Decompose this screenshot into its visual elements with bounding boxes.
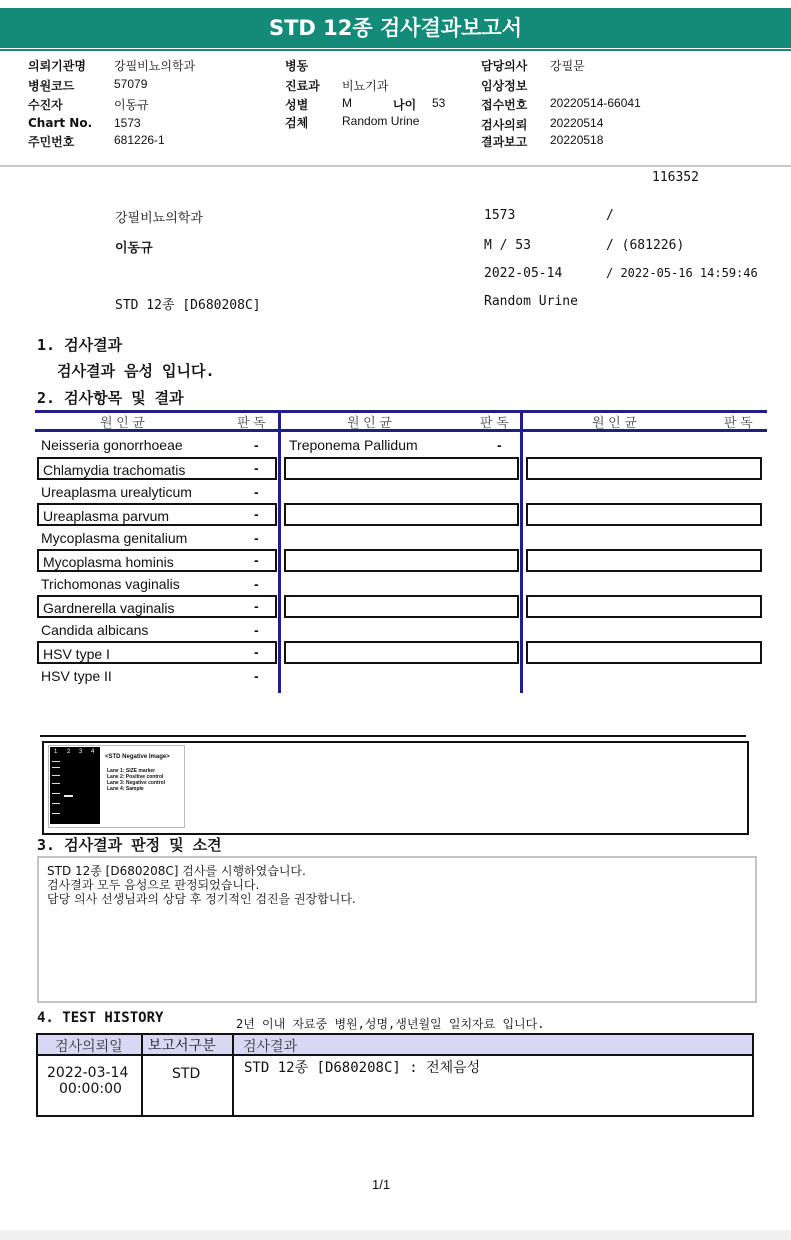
organism-result: -	[254, 530, 259, 546]
age-label: 나이	[393, 98, 417, 112]
organism-result: -	[254, 598, 259, 614]
empty-row-box	[526, 457, 762, 480]
dept-value: 비뇨기과	[342, 79, 389, 93]
organism-name: Treponema Pallidum	[289, 437, 418, 453]
organism-row	[37, 595, 277, 618]
table-divider-1	[278, 410, 281, 693]
marker-band	[52, 803, 60, 804]
rrn-value: 681226-1	[114, 133, 165, 147]
organism-result: -	[254, 460, 259, 476]
history-header-rule	[38, 1054, 752, 1056]
institution-label: 의뢰기관명	[28, 59, 86, 73]
history-header-row	[38, 1035, 752, 1054]
gel-legend-item: Lane 4: Sample	[107, 786, 144, 792]
col1-result-header: 판 독	[237, 415, 266, 430]
marker-band	[52, 761, 60, 762]
gel-legend-item: Lane 2: Positive control	[107, 774, 164, 780]
history-type: STD	[172, 1066, 201, 1082]
organism-name: Neisseria gonorrhoeae	[41, 437, 183, 453]
section3-title: 3. 검사결과 판정 및 소견	[37, 836, 222, 854]
lane-number: 1	[54, 749, 58, 755]
organism-name: HSV type II	[41, 668, 112, 684]
marker-band	[52, 775, 60, 776]
ward-label: 병동	[285, 59, 309, 73]
organism-name: Ureaplasma parvum	[43, 508, 170, 524]
chart-label: Chart No.	[28, 116, 93, 130]
history-header-date: 검사의뢰일	[55, 1039, 123, 1055]
hospital-code-value: 57079	[114, 77, 148, 91]
col3-organism-header: 원 인 균	[592, 415, 637, 430]
gel-title: <STD Negative Image>	[105, 754, 170, 760]
empty-row-box	[526, 641, 762, 664]
history-divider-2	[232, 1035, 234, 1115]
info-date1: 2022-05-14	[484, 266, 563, 281]
organism-name: Gardnerella vaginalis	[43, 600, 175, 616]
history-header-type: 보고서구분	[148, 1038, 216, 1054]
info-test-name: STD 12종 [D680208C]	[115, 298, 261, 313]
lane-number: 3	[79, 749, 83, 755]
organism-name: Chlamydia trachomatis	[43, 462, 186, 478]
section1-text: 검사결과 음성 입니다.	[57, 362, 215, 380]
organism-row	[37, 573, 275, 596]
empty-row-box	[284, 549, 519, 572]
info-sex-age: M / 53	[484, 238, 531, 253]
marker-band	[52, 793, 60, 794]
specimen-label: 검체	[285, 116, 309, 130]
lane-number: 2	[67, 749, 71, 755]
organism-result: -	[254, 622, 259, 638]
lane-number: 4	[91, 749, 95, 755]
info-name: 이동규	[115, 241, 153, 256]
empty-row-box	[284, 457, 519, 480]
organism-row	[37, 665, 275, 688]
empty-row-box	[526, 595, 762, 618]
organism-name: HSV type I	[43, 646, 110, 662]
positive-band	[64, 795, 73, 797]
sex-value: M	[342, 96, 352, 110]
chart-value: 1573	[114, 116, 141, 130]
report-title: STD 12종 검사결과보고서	[0, 8, 791, 48]
info-date2: / 2022-05-16 14:59:46	[606, 266, 758, 280]
col2-result-header: 판 독	[480, 415, 509, 430]
doctor-label: 담당의사	[481, 59, 528, 73]
marker-band	[52, 813, 60, 814]
remark-line: STD 12종 [D680208C] 검사를 시행하였습니다.	[47, 864, 306, 878]
doctor-value: 강필문	[550, 59, 585, 73]
organism-name: Mycoplasma genitalium	[41, 530, 188, 546]
remark-line: 담당 의사 선생님과의 상담 후 정기적인 검진을 권장합니다.	[47, 892, 356, 906]
history-date: 2022-03-14	[47, 1065, 129, 1081]
organism-name: Candida albicans	[41, 622, 149, 638]
organism-name: Mycoplasma hominis	[43, 554, 174, 570]
rrn-label: 주민번호	[28, 135, 75, 149]
info-code: 116352	[652, 170, 699, 185]
report-date-label: 결과보고	[481, 135, 528, 149]
history-divider-1	[141, 1035, 143, 1115]
section2-title: 2. 검사항목 및 결과	[37, 389, 184, 407]
info-specimen: Random Urine	[484, 294, 578, 309]
empty-row-box	[526, 549, 762, 572]
marker-band	[52, 767, 60, 768]
section4-title: 4. TEST HISTORY	[37, 1010, 164, 1026]
history-header-result: 검사결과	[243, 1039, 298, 1055]
organism-result: -	[254, 437, 259, 453]
remark-line: 검사결과 모두 음성으로 판정되었습니다.	[47, 878, 260, 892]
clinical-label: 임상정보	[481, 79, 528, 93]
request-value: 20220514	[550, 116, 604, 130]
page-bottom-edge	[0, 1230, 791, 1240]
empty-row-box	[284, 595, 519, 618]
remarks-box	[37, 856, 757, 1003]
history-note: 2년 이내 자료중 병원,성명,생년월일 일치자료 입니다.	[236, 1017, 545, 1031]
organism-result: -	[254, 484, 259, 500]
organism-row	[37, 457, 277, 480]
info-clinic: 강필비뇨의학과	[115, 211, 203, 226]
header-rule	[0, 165, 791, 167]
gel-legend-item: Lane 3: Negative control	[107, 780, 166, 786]
page-number: 1/1	[372, 1177, 391, 1192]
organism-row	[37, 549, 277, 572]
history-time: 00:00:00	[59, 1081, 122, 1097]
organism-result: -	[254, 506, 259, 522]
patient-label: 수진자	[28, 98, 63, 112]
age-value: 53	[432, 96, 446, 110]
sex-label: 성별	[285, 98, 309, 112]
info-slash: /	[606, 208, 614, 223]
receipt-label: 접수번호	[481, 98, 528, 112]
organism-result: -	[254, 552, 259, 568]
dept-label: 진료과	[285, 79, 320, 93]
organism-result: -	[254, 576, 259, 592]
report-date-value: 20220518	[550, 133, 604, 147]
empty-row-box	[284, 641, 519, 664]
organism-row	[37, 434, 275, 457]
organism-row	[37, 503, 277, 526]
organism-row	[37, 527, 275, 550]
receipt-value: 20220514-66041	[550, 96, 641, 110]
section1-title: 1. 검사결과	[37, 336, 123, 354]
col2-organism-header: 원 인 균	[347, 415, 392, 430]
marker-band	[52, 783, 60, 784]
request-label: 검사의뢰	[481, 118, 528, 132]
organism-result: -	[254, 668, 259, 684]
organism-result: -	[254, 644, 259, 660]
gel-lanes	[50, 747, 100, 824]
institution-value: 강필비뇨의학과	[114, 59, 196, 73]
empty-row-box	[284, 503, 519, 526]
col3-result-header: 판 독	[724, 415, 753, 430]
info-chart-no: 1573	[484, 208, 516, 223]
patient-value: 이동규	[114, 98, 149, 112]
organism-row	[37, 619, 275, 642]
organism-row	[37, 481, 275, 504]
gel-top-rule	[40, 735, 746, 737]
organism-row	[285, 434, 518, 457]
title-rule	[0, 49, 791, 51]
empty-row-box	[526, 503, 762, 526]
hospital-code-label: 병원코드	[28, 79, 75, 93]
col1-organism-header: 원 인 균	[100, 415, 145, 430]
specimen-value: Random Urine	[342, 114, 420, 128]
gel-electrophoresis-image	[48, 745, 185, 828]
table-divider-2	[520, 410, 523, 693]
info-birth: / (681226)	[606, 238, 685, 253]
organism-name: Trichomonas vaginalis	[41, 576, 180, 592]
history-result: STD 12종 [D680208C] : 전체음성	[244, 1060, 481, 1076]
organism-row	[37, 641, 277, 664]
gel-legend-item: Lane 1: SIZE marker	[107, 768, 156, 774]
organism-result: -	[497, 437, 502, 453]
organism-name: Ureaplasma urealyticum	[41, 484, 192, 500]
